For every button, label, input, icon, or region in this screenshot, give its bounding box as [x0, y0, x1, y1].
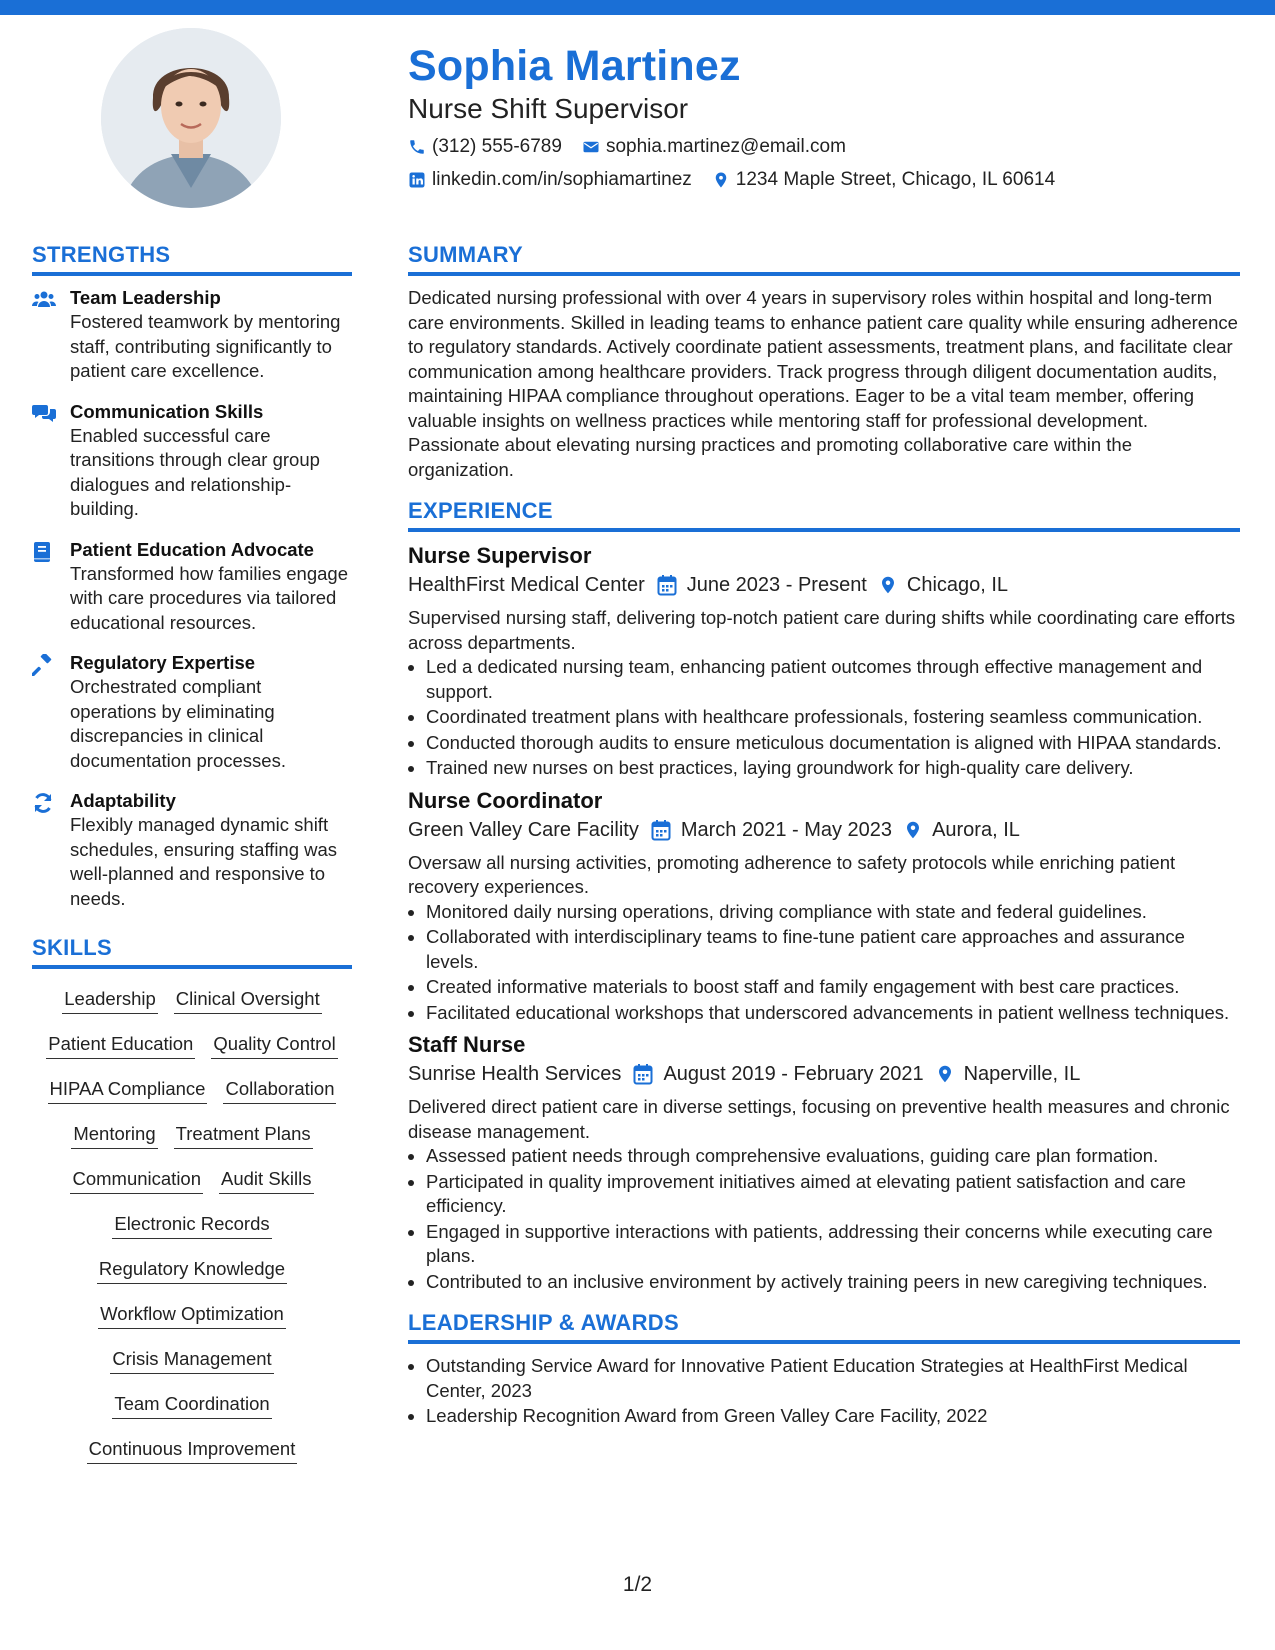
skills-row: [42, 1437, 342, 1464]
linkedin-icon: [408, 171, 426, 189]
job-bullet: • Conducted thorough audits to ensure meticulous documentation is aligned with HIPAA standards.: [426, 731, 1240, 756]
contact-email[interactable]: [582, 135, 846, 159]
job-location-group: [936, 1059, 1081, 1089]
calendar-icon: [657, 574, 677, 596]
skill-tag: Clinical Oversight: [174, 987, 322, 1014]
experience-list: [408, 542, 1240, 1294]
skills-row: [42, 1302, 342, 1329]
skills-row: [42, 987, 342, 1014]
job-company: Green Valley Care Facility: [408, 818, 639, 841]
strength-desc: Enabled successful care transitions through clear group dialogues and relationship-building.: [70, 424, 320, 519]
profile-photo-illustration: [101, 28, 281, 208]
strength-item: [32, 789, 352, 911]
strengths-heading: STRENGTHS: [32, 240, 352, 276]
strength-item: [32, 538, 352, 636]
job-entry: [408, 542, 1240, 781]
award-item: • Outstanding Service Award for Innovative Patient Education Strategies at HealthFirst Medical Center, 2023: [426, 1354, 1240, 1403]
contact-address: [712, 168, 1055, 192]
strength-title: Team Leadership: [70, 287, 221, 308]
linkedin-text: linkedin.com/in/sophiamartinez: [432, 169, 692, 190]
location-pin-icon: [936, 1063, 954, 1085]
job-location-group: [904, 815, 1020, 845]
summary-heading: SUMMARY: [408, 240, 1240, 276]
top-accent-bar: [0, 0, 1275, 15]
phone-icon: [408, 138, 426, 156]
job-bullet: • Facilitated educational workshops that underscored advancements in patient wellness techniques.: [426, 1001, 1240, 1026]
job-location-group: [879, 570, 1008, 600]
summary-text: Dedicated nursing professional with over 4 years in supervisory roles within hospital and long-term care environments. Skilled in leading teams to enhance patient care quality while ensuring adherence to regulatory standards. Actively coordinate patient assessments, treatment plans, and facilitate clear communication among healthcare providers. Track progress through diligent documentation audits, maintaining HIPAA compliance throughout operations. Eager to be a vital team member, offering valuable insights on wellness practices while mentoring staff for professional development. Passionate about elevating nursing practices and promoting collaborative care within the organization.: [408, 287, 1238, 480]
left-column: [32, 240, 352, 1464]
job-description: Delivered direct patient care in diverse settings, focusing on preventive health measures and chronic disease management.: [408, 1096, 1230, 1142]
gavel-icon: [32, 651, 56, 773]
skill-tag: Audit Skills: [219, 1167, 313, 1194]
candidate-name: Sophia Martinez: [408, 42, 741, 90]
job-location: Chicago, IL: [906, 574, 1009, 596]
skills-heading: SKILLS: [32, 933, 352, 969]
sync-icon: [32, 789, 56, 911]
address-text: 1234 Maple Street, Chicago, IL 60614: [735, 169, 1056, 190]
skill-tag: Patient Education: [46, 1032, 195, 1059]
job-entry: [408, 1031, 1240, 1294]
job-company: Sunrise Health Services: [408, 1063, 622, 1085]
strength-text: [70, 286, 352, 384]
job-title: Nurse Supervisor: [408, 543, 592, 568]
location-pin-icon: [712, 171, 730, 189]
job-meta: [408, 570, 1240, 600]
strength-title: Patient Education Advocate: [70, 538, 314, 560]
contact-row-2: [408, 168, 1248, 192]
awards-list: [408, 1354, 1240, 1429]
job-dates: August 2019 - February 2021: [663, 1063, 924, 1085]
email-icon: [582, 138, 600, 156]
skills-row: [42, 1077, 342, 1104]
skill-tag: Continuous Improvement: [87, 1437, 298, 1464]
skill-tag: Collaboration: [223, 1077, 336, 1104]
job-bullet: • Led a dedicated nursing team, enhancing patient outcomes through effective management and support.: [426, 655, 1240, 704]
strength-item: [32, 400, 352, 522]
strengths-list: [32, 286, 352, 911]
job-bullet: • Engaged in supportive interactions with patients, addressing their concerns while executing care plans.: [426, 1220, 1240, 1269]
strength-text: [70, 651, 352, 773]
strength-text: [70, 538, 352, 636]
strength-text: [70, 789, 352, 911]
contact-row-1: [408, 135, 1248, 159]
job-dates-group: [633, 1059, 923, 1089]
job-description: Supervised nursing staff, delivering top-notch patient care during shifts while coordinating care efforts across departments.: [408, 607, 1236, 653]
email-text: sophia.martinez@email.com: [605, 136, 846, 157]
job-entry: [408, 787, 1240, 1026]
job-title: Staff Nurse: [408, 1032, 526, 1057]
skill-tag: Team Coordination: [112, 1392, 271, 1419]
skill-tag: HIPAA Compliance: [48, 1077, 208, 1104]
skills-row: [42, 1122, 342, 1149]
job-bullets: [408, 1144, 1240, 1294]
skills-row: [42, 1257, 342, 1284]
job-description: Oversaw all nursing activities, promoting adherence to safety protocols while enriching patient recovery experiences.: [408, 851, 1176, 897]
strength-desc: Transformed how families engage with care procedures via tailored educational resources.: [70, 562, 348, 633]
skills-row: [42, 1167, 342, 1194]
skills-list: [32, 979, 352, 1464]
skill-tag: Quality Control: [211, 1032, 337, 1059]
job-meta: [408, 815, 1240, 845]
skill-tag: Electronic Records: [112, 1212, 271, 1239]
job-bullets: [408, 655, 1240, 781]
phone-text: (312) 555-6789: [432, 136, 562, 157]
job-dates-group: [657, 570, 867, 600]
page-number: 1/2: [622, 1573, 653, 1596]
job-dates-group: [651, 815, 892, 845]
resume-header: [408, 40, 1248, 192]
skill-tag: Crisis Management: [110, 1347, 273, 1374]
awards-heading: LEADERSHIP & AWARDS: [408, 1308, 1240, 1344]
strength-desc: Flexibly managed dynamic shift schedules, ensuring staffing was well-planned and responsive to needs.: [70, 814, 338, 909]
job-bullet: • Coordinated treatment plans with healthcare professionals, fostering seamless communication.: [426, 705, 1240, 730]
job-bullet: • Assessed patient needs through comprehensive evaluations, guiding care plan formation.: [426, 1144, 1240, 1169]
strength-title: Communication Skills: [70, 400, 264, 422]
skills-row: [42, 1212, 342, 1239]
job-title: Nurse Coordinator: [408, 787, 603, 813]
contact-phone[interactable]: [408, 135, 562, 159]
right-column: [408, 240, 1240, 1430]
job-bullet: • Collaborated with interdisciplinary teams to fine-tune patient care approaches and assurance levels.: [426, 925, 1240, 974]
strength-title: Adaptability: [70, 790, 176, 811]
job-dates: June 2023 - Present: [686, 574, 867, 596]
skills-row: [42, 1347, 342, 1374]
skills-row: [42, 1392, 342, 1419]
skill-tag: Leadership: [62, 987, 158, 1014]
strength-desc: Orchestrated compliant operations by eliminating discrepancies in clinical documentation processes.: [70, 676, 286, 771]
chat-icon: [32, 400, 56, 522]
job-meta: [408, 1059, 1240, 1089]
job-bullet: • Trained new nurses on best practices, laying groundwork for high-quality care delivery.: [426, 756, 1240, 781]
skill-tag: Mentoring: [71, 1122, 157, 1149]
strength-item: [32, 651, 352, 773]
skill-tag: Regulatory Knowledge: [97, 1257, 287, 1284]
location-pin-icon: [904, 819, 922, 841]
job-company: HealthFirst Medical Center: [408, 574, 645, 596]
job-bullet: • Contributed to an inclusive environment by actively training peers in new caregiving techniques.: [426, 1270, 1240, 1295]
strength-item: [32, 286, 352, 384]
profile-photo: [101, 28, 281, 208]
job-bullet: • Created informative materials to boost staff and family engagement with best care practices.: [426, 975, 1240, 1000]
strength-desc: Fostered teamwork by mentoring staff, contributing significantly to patient care excellence.: [70, 311, 341, 381]
skill-tag: Communication: [70, 1167, 203, 1194]
skill-tag: Workflow Optimization: [98, 1302, 286, 1329]
strength-text: [70, 400, 352, 522]
calendar-icon: [633, 1063, 653, 1085]
strength-title: Regulatory Expertise: [70, 652, 256, 673]
candidate-title: Nurse Shift Supervisor: [408, 93, 689, 124]
location-pin-icon: [879, 574, 897, 596]
skills-row: [42, 1032, 342, 1059]
book-icon: [32, 538, 56, 636]
contact-linkedin[interactable]: [408, 168, 692, 192]
users-icon: [32, 286, 56, 384]
job-bullets: [408, 900, 1240, 1026]
calendar-icon: [651, 819, 671, 841]
experience-heading: EXPERIENCE: [408, 496, 1240, 532]
skill-tag: Treatment Plans: [174, 1122, 313, 1149]
job-bullet: • Monitored daily nursing operations, driving compliance with state and federal guidelines.: [426, 900, 1240, 925]
job-dates: March 2021 - May 2023: [680, 818, 893, 841]
job-bullet: • Participated in quality improvement initiatives aimed at elevating patient satisfaction and care efficiency.: [426, 1170, 1240, 1219]
job-location: Naperville, IL: [963, 1063, 1081, 1085]
job-location: Aurora, IL: [932, 818, 1020, 841]
award-item: • Leadership Recognition Award from Green Valley Care Facility, 2022: [426, 1404, 1240, 1429]
